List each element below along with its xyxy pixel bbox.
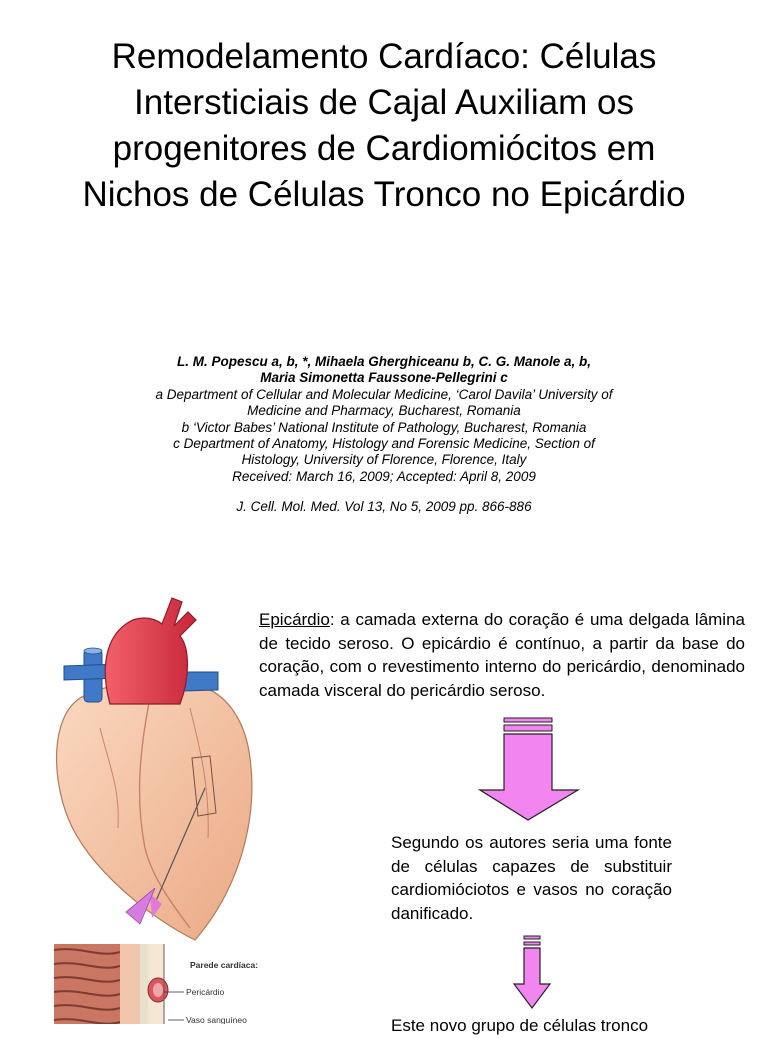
affiliation-c: c Department of Anatomy, Histology and Forensic Medicine, Section of <box>173 436 595 452</box>
affiliation-a: a Department of Cellular and Molecular Medicine, ‘Carol Davila’ University of <box>155 386 613 402</box>
wall-title-label: Parede cardíaca: <box>190 960 259 970</box>
received-dates: Received: March 16, 2009; Accepted: April 8, 2009 <box>232 468 536 484</box>
affiliation-b: b ‘Victor Babes’ National Institute of Pathology, Bucharest, Romania <box>181 419 587 435</box>
pericardio-label: Pericárdio <box>186 987 225 997</box>
wall-cross-section <box>54 944 168 1024</box>
epicardio-definition: : a camada externa do coração é uma delgada lâmina de tecido seroso. O epicárdio é contínuo, a partir da base do coração, com o revestimento interno do pericárdio, denominado camada visceral do pericárdio seroso. <box>259 610 745 700</box>
epicardio-paragraph <box>259 608 745 702</box>
affiliation-c-cont: Histology, University of Florence, Florence, Italy <box>241 452 527 468</box>
affiliation-a-cont: Medicine and Pharmacy, Bucharest, Romania <box>247 403 521 419</box>
authors-line: Maria Simonetta Faussone-Pellegrini c <box>260 370 508 386</box>
authors-line: L. M. Popescu a, b, *, Mihaela Gherghiceanu b, C. G. Manole a, b, <box>176 354 592 369</box>
aorta <box>105 598 196 704</box>
journal-citation: J. Cell. Mol. Med. Vol 13, No 5, 2009 pp. 866-886 <box>236 499 532 515</box>
heart-illustration <box>40 588 260 1024</box>
paper-metadata <box>110 354 658 516</box>
down-arrow-small <box>512 934 552 1010</box>
vaso-label: Vaso sanguíneo <box>186 1015 247 1024</box>
source-paragraph: Segundo os autores seria uma fonte de células capazes de substituir cardiomióciotos e vasos no coração danificado. <box>391 833 672 923</box>
new-group-paragraph: Este novo grupo de células tronco <box>391 1016 649 1035</box>
down-arrow-large <box>478 716 582 822</box>
epicardio-term: Epicárdio <box>259 610 330 629</box>
page-title: Remodelamento Cardíaco: Células Intersticiais de Cajal Auxiliam os progenitores de Cardiomiócitos em Nichos de Células Tronco no Epicárdio <box>82 37 686 214</box>
